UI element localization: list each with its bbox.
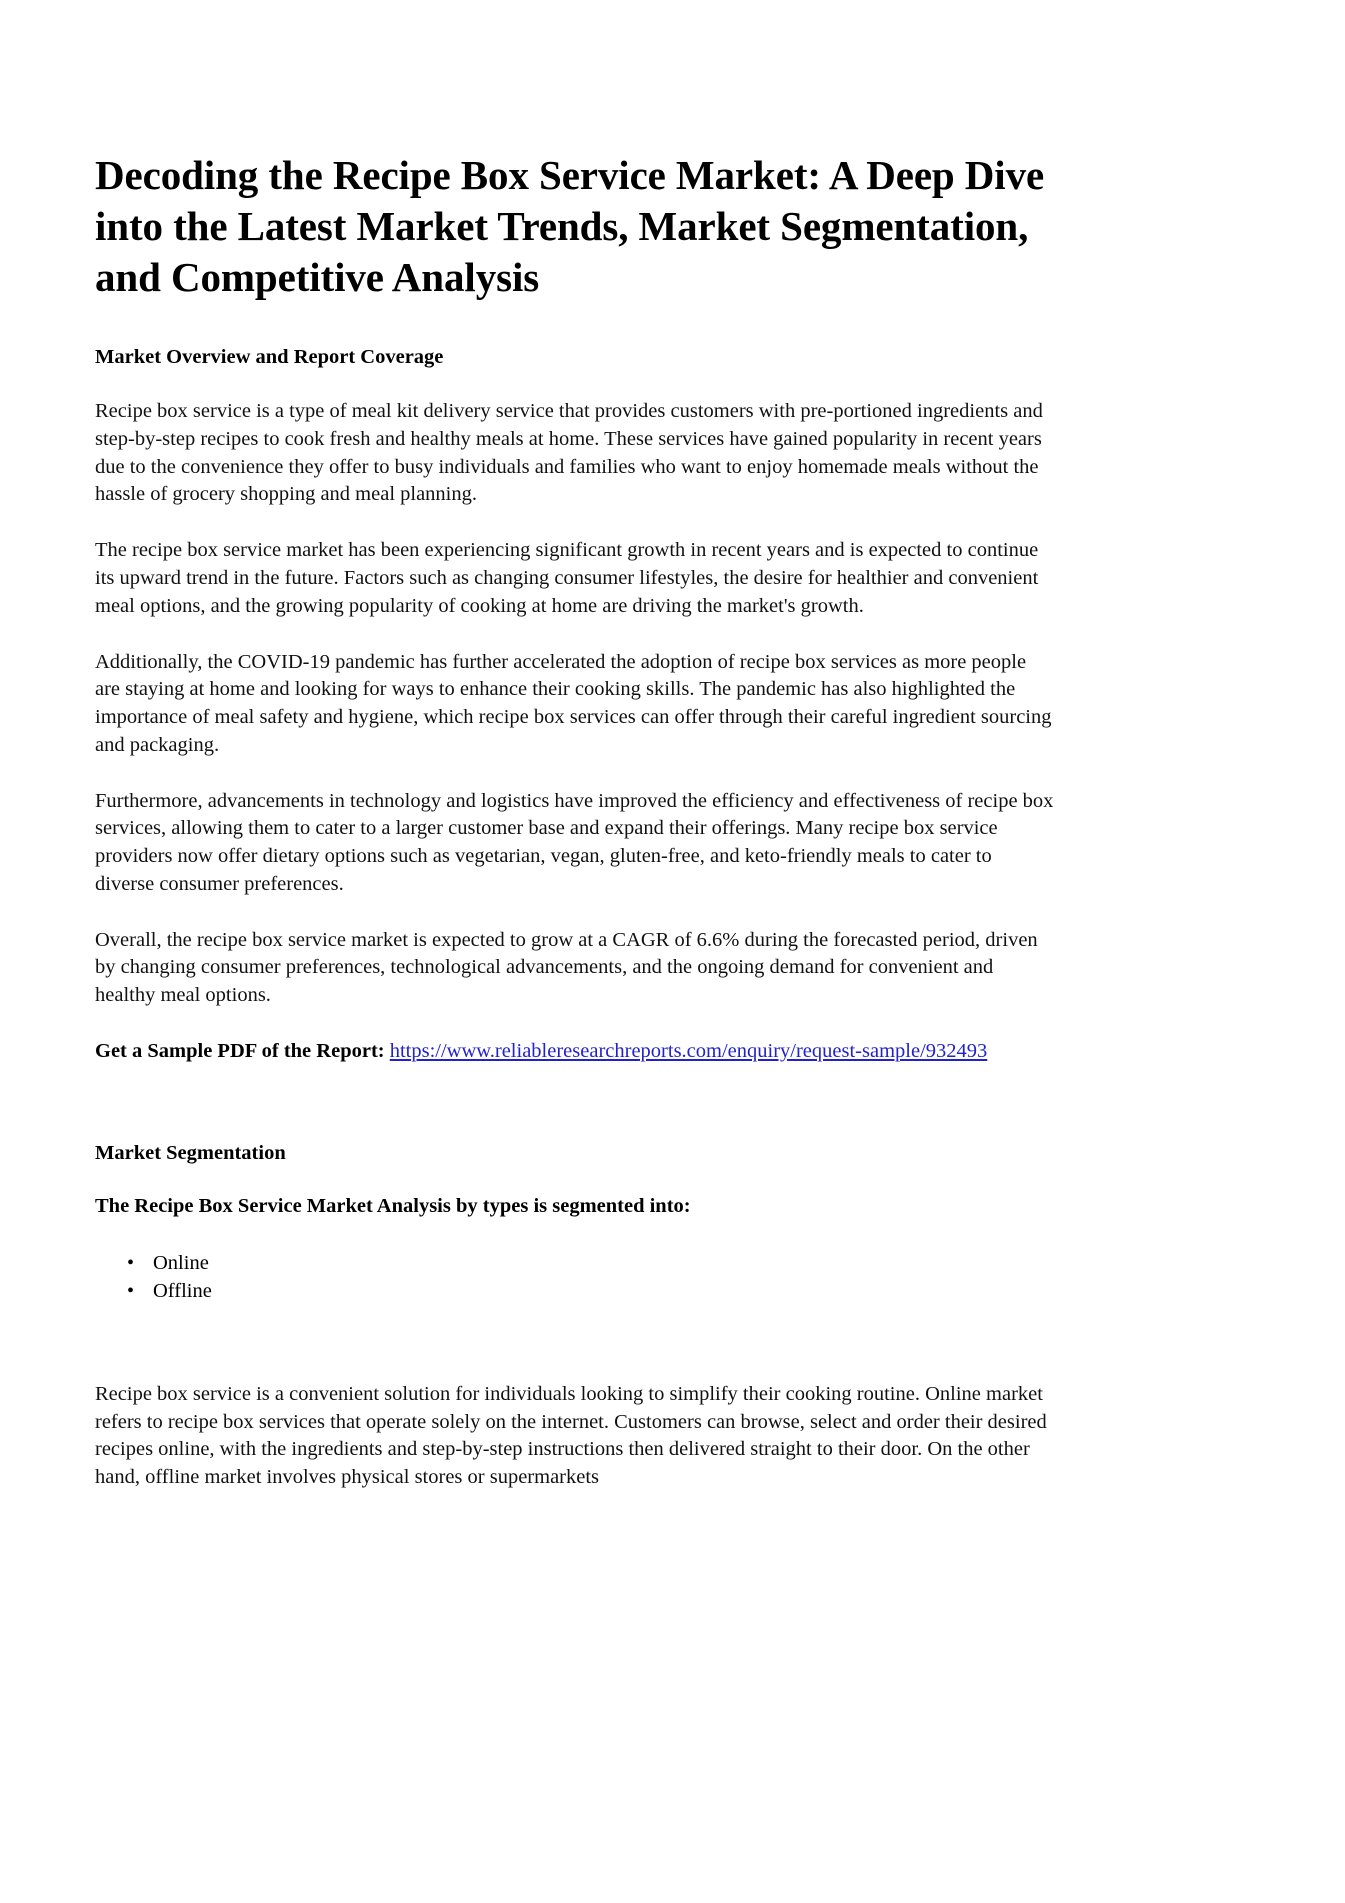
bullet-icon: •: [127, 1252, 135, 1275]
paragraph-market-growth: The recipe box service market has been experiencing significant growth in recent years and is expected to continue its upward trend in the future. Factors such as changing consumer lifestyles, the desire for healthier and convenient meal options, and the growing popularity of cooking at home are driving the market's growth.: [95, 539, 1039, 617]
paragraph-technology-logistics: Furthermore, advancements in technology and logistics have improved the efficiency and effectiveness of recipe box services, allowing them to cater to a larger customer base and expand their offerings. Many recipe box service providers now offer dietary options such as vegetarian, vegan, gluten-free, and keto-friendly meals to cater to diverse consumer preferences.: [95, 789, 1054, 895]
sample-pdf-line: [95, 1038, 1055, 1066]
list-item: [127, 1251, 1055, 1277]
spacer-extra: [95, 1365, 1055, 1381]
paragraph-cagr-outlook: Overall, the recipe box service market is expected to grow at a CAGR of 6.6% during the forecasted period, driven by changing consumer preferences, technological advancements, and the ongoing demand for convenient and healthy meal options.: [95, 928, 1038, 1007]
paragraph-covid-impact: Additionally, the COVID-19 pandemic has further accelerated the adoption of recipe box services as more people are staying at home and looking for ways to enhance their cooking skills. The pandemic has also highlighted the importance of meal safety and hygiene, which recipe box services can offer through their careful ingredient sourcing and packaging.: [95, 650, 1052, 756]
section-heading-market-segmentation: Market Segmentation: [95, 1141, 286, 1164]
sample-pdf-link[interactable]: https://www.reliableresearchreports.com/enquiry/request-sample/932493: [389, 1039, 988, 1062]
paragraph-overview-intro: Recipe box service is a type of meal kit delivery service that provides customers with pre-portioned ingredients and step-by-step recipes to cook fresh and healthy meals at home. These services have gained popularity in recent years due to the convenience they offer to busy individuals and families who want to enjoy homemade meals without the hassle of grocery shopping and meal planning.: [95, 400, 1043, 506]
sample-pdf-label: Get a Sample PDF of the Report:: [95, 1039, 385, 1062]
segmentation-type-list: [95, 1251, 1055, 1305]
bullet-icon: •: [127, 1279, 135, 1302]
page-title: Decoding the Recipe Box Service Market: A Deep Dive into the Latest Market Trends, Market Segmentation, and Competitive Analysis: [95, 152, 1045, 300]
list-item-label: Online: [153, 1252, 209, 1275]
paragraph-online-offline-explanation: Recipe box service is a convenient solution for individuals looking to simplify their cooking routine. Online market refers to recipe box services that operate solely on the internet. Customers can browse, select and order their desired recipes online, with the ingredients and step-by-step instructions then delivered straight to their door. On the other hand, offline market involves physical stores or supermarkets: [95, 1382, 1047, 1489]
list-item-label: Offline: [153, 1279, 212, 1302]
segmentation-types-heading: The Recipe Box Service Market Analysis by types is segmented into:: [95, 1195, 691, 1218]
spacer-after-list: [95, 1307, 1055, 1365]
spacer-before-segmentation: [95, 1066, 1055, 1140]
list-item: [127, 1279, 1055, 1305]
section-heading-market-overview: Market Overview and Report Coverage: [95, 346, 444, 369]
